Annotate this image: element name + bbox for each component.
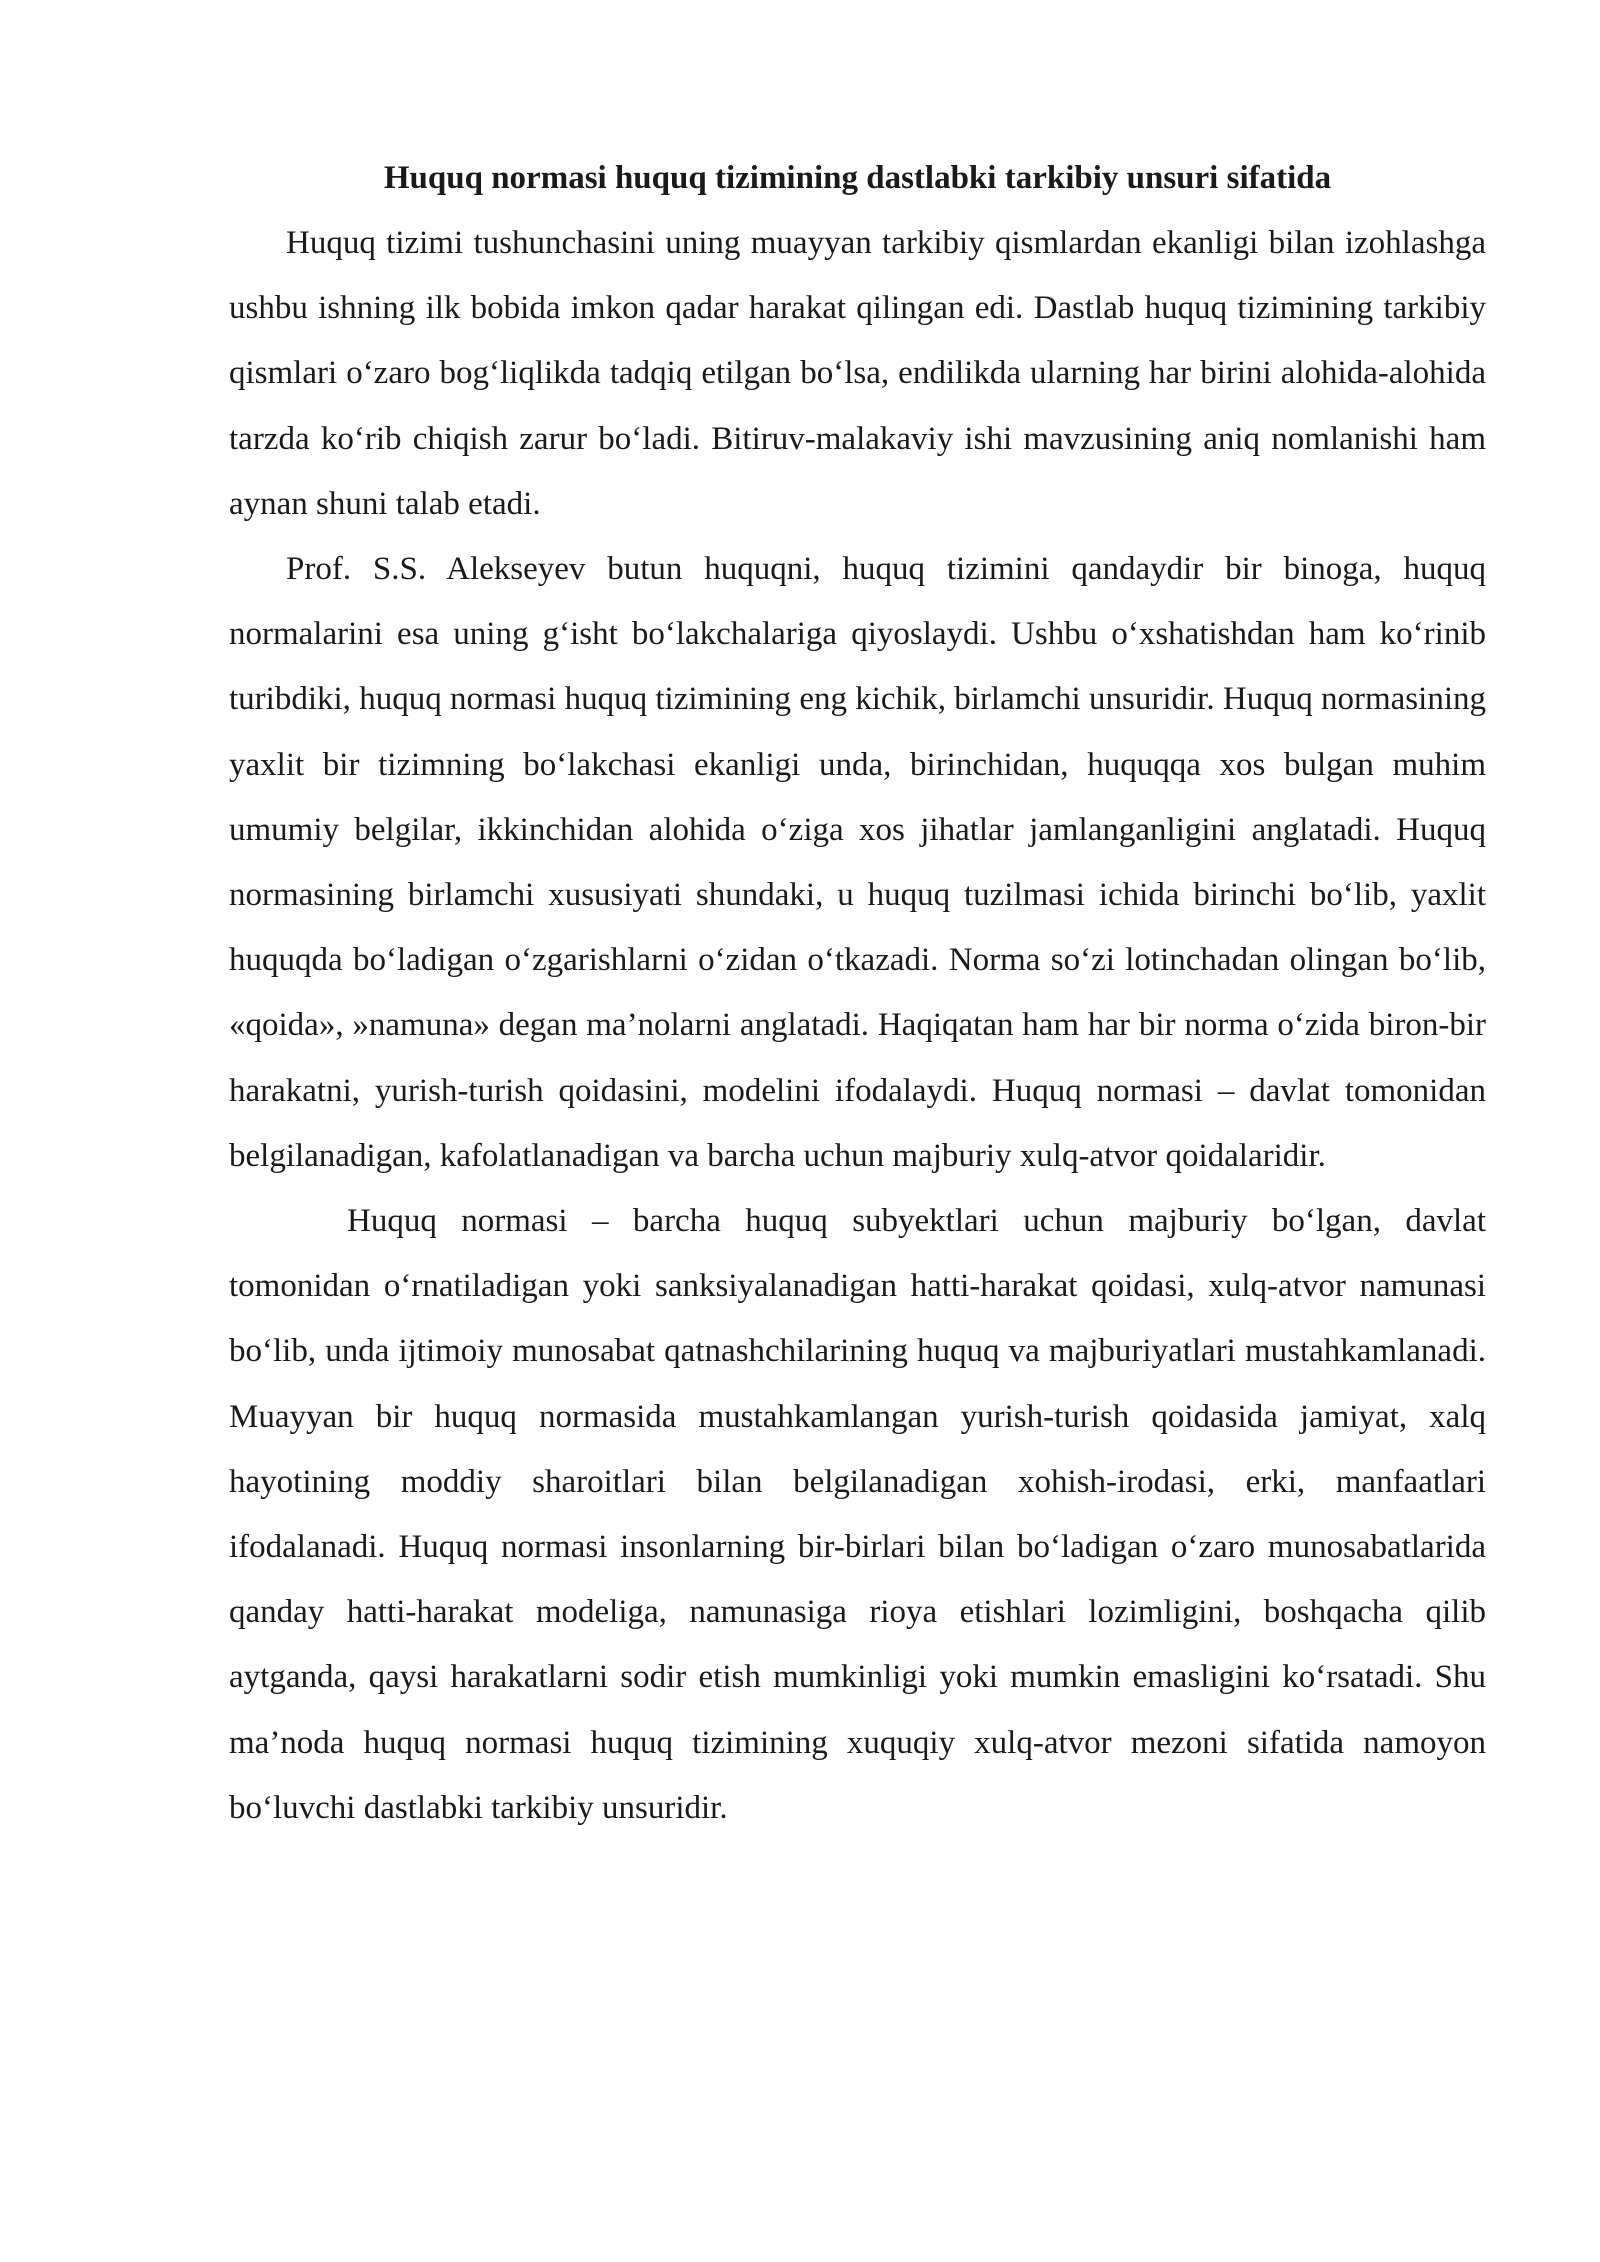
paragraph-2: Prof. S.S. Alekseyev butun huquqni, huquq tizimini qandaydir bir binoga, huquq normalarini esa uning g‘isht bo‘lakchalariga qiyoslaydi. Ushbu o‘xshatishdan ham ko‘rinib turibdiki, huquq normasi huquq tizimining eng kichik, birlamchi unsuridir. Huquq normasining yaxlit bir tizimning bo‘lakchasi ekanligi unda, birinchidan, huquqqa xos bulgan muhim umumiy belgilar, ikkinchidan alohida o‘ziga xos jihatlar jamlanganligini anglatadi. Huquq normasining birlamchi xususiyati shundaki, u huquq tuzilmasi ichida birinchi bo‘lib, yaxlit huquqda bo‘ladigan o‘zgarishlarni o‘zidan o‘tkazadi. Norma so‘zi lotinchadan olingan bo‘lib, «qoida», »namuna» degan ma’nolarni anglatadi. Haqiqatan ham har bir norma o‘zida biron-bir harakatni, yurish-turish qoidasini, modelini ifodalaydi. Huquq normasi – davlat tomonidan belgilanadigan, kafolatlanadigan va barcha uchun majburiy xulq-atvor qoidalaridir. [229, 551, 1486, 1174]
document-title: Huquq normasi huquq tizimining dastlabki tarkibiy unsuri sifatida [383, 160, 1332, 196]
paragraph-1: Huquq tizimi tushunchasini uning muayyan tarkibiy qismlardan ekanligi bilan izohlashga ushbu ishning ilk bobida imkon qadar harakat qilingan edi. Dastlab huquq tizimining tarkibiy qismlari o‘zaro bog‘liqlikda tadqiq etilgan bo‘lsa, endilikda ularning har birini alohida-alohida tarzda ko‘rib chiqish zarur bo‘ladi. Bitiruv-malakaviy ishi mavzusining aniq nomlanishi ham aynan shuni talab etadi. [229, 225, 1486, 522]
document-page [229, 145, 1486, 1841]
paragraph-3: Huquq normasi – barcha huquq subyektlari uchun majburiy bo‘lgan, davlat tomonidan o‘rnatiladigan yoki sanksiyalanadigan hatti-harakat qoidasi, xulq-atvor namunasi bo‘lib, unda ijtimoiy munosabat qatnashchilarining huquq va majburiyatlari mustahkamlanadi. Muayyan bir huquq normasida mustahkamlangan yurish-turish qoidasida jamiyat, xalq hayotining moddiy sharoitlari bilan belgilanadigan xohish-irodasi, erki, manfaatlari ifodalanadi. Huquq normasi insonlarning bir-birlari bilan bo‘ladigan o‘zaro munosabatlarida qanday hatti-harakat modeliga, namunasiga rioya etishlari lozimligini, boshqacha qilib aytganda, qaysi harakatlarni sodir etish mumkinligi yoki mumkin emasligini ko‘rsatadi. Shu ma’noda huquq normasi huquq tizimining xuquqiy xulq-atvor mezoni sifatida namoyon bo‘luvchi dastlabki tarkibiy unsuridir. [229, 1203, 1486, 1826]
